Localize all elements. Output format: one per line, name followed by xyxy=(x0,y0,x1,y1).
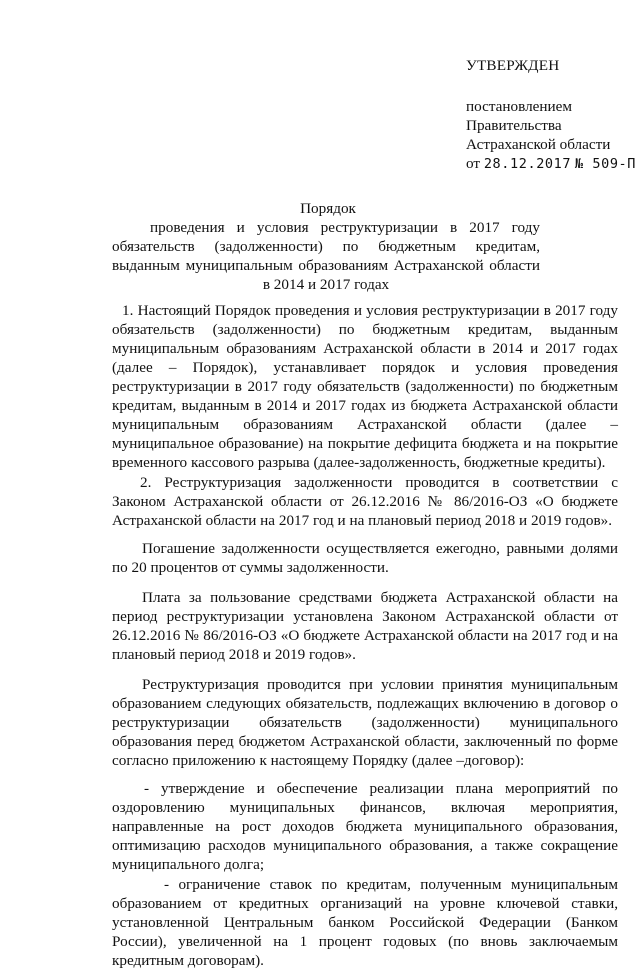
paragraph-5: Реструктуризация проводится при условии принятия муниципальным образованием следующих обязательств, подлежащих включению в договор о реструктуризации обязательств (задолженности) муниципального образования перед бюджетом Астраханской области, заключенный по форме согласно приложению к настоящему Порядку (далее –договор): xyxy=(112,676,618,769)
date-prefix: от xyxy=(466,155,481,172)
list-item-1: - утверждение и обеспечение реализации плана мероприятий по оздоровлению муниципальных финансов, включая мероприятия, направленные на рост доходов бюджета муниципального образования, оптимизацию расходов муниципального образования, а также сокращение муниципального долга; xyxy=(112,780,618,873)
document-title: Порядок xyxy=(300,200,356,217)
resolution-number: № 509-П xyxy=(574,156,636,172)
approval-stamp-block xyxy=(466,56,636,174)
approval-date: 28.12.2017 xyxy=(483,156,572,172)
approved-region-line: Астраханской области xyxy=(466,136,611,153)
paragraph-1: 1. Настоящий Порядок проведения и условия реструктуризации в 2017 году обязательств (задолженности) по бюджетным кредитам, выданным муниципальным образованиям Астраханской области в 2014 и 2017 годах (далее – Порядок), устанавливает порядок и условия проведения реструктуризации в 2017 году обязательств (задолженности) по бюджетным кредитам, выданным в 2014 и 2017 годах из бюджета Астраханской области муниципальным образованиям Астраханской области (далее – муниципальное образование) на покрытие дефицита бюджета и на покрытие временного кассового разрыва (далее-задолженность, бюджетные кредиты). xyxy=(112,302,618,471)
document-subtitle: проведения и условия реструктуризации в 2017 году обязательств (задолженности) по бюджетным кредитам, выданным муниципальным образованиям Астраханской области в 2014 и 2017 годах xyxy=(112,219,540,293)
document-body xyxy=(112,301,618,970)
list-item-2: - ограничение ставок по кредитам, полученным муниципальным образованием от кредитных организаций на уровне ключевой ставки, установленной Центральным банком Российской Федерации (Банком России), увеличенной на 1 процент годовых (по вновь заключаемым кредитным договорам). xyxy=(112,876,618,969)
approved-heading: УТВЕРЖДЕН xyxy=(466,57,560,74)
paragraph-2: 2. Реструктуризация задолженности проводится в соответствии с Законом Астраханской области от 26.12.2016 № 86/2016-ОЗ «О бюджете Астраханской области на 2017 год и на плановый период 2018 и 2019 годов». xyxy=(112,474,618,529)
approval-date-line xyxy=(466,154,636,174)
approved-by-line: постановлением xyxy=(466,98,573,115)
approved-government-line: Правительства xyxy=(466,117,562,134)
paragraph-4: Плата за пользование средствами бюджета Астраханской области на период реструктуризации установлена Законом Астраханской области от 26.12.2016 № 86/2016-ОЗ «О бюджете Астраханской области на 2017 год и на плановый период 2018 и 2019 годов». xyxy=(112,589,618,663)
paragraph-3: Погашение задолженности осуществляется ежегодно, равными долями по 20 процентов от суммы задолженности. xyxy=(112,540,618,576)
